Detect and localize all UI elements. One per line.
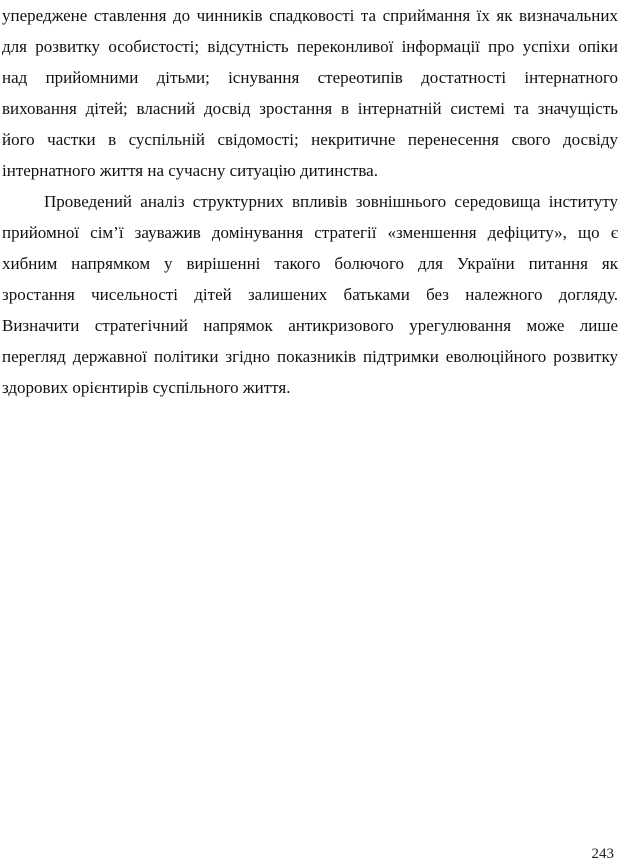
text-line: Визначити стратегічний напрямок антикризового урегулювання може лише [2,316,618,335]
body-text [2,0,618,403]
text-line: прийомної сім’ї зауважив домінування стратегії «зменшення дефіциту», що є [2,223,618,242]
text-line: над прийомними дітьми; існування стереотипів достатності інтернатного [2,68,618,87]
page-number: 243 [591,846,614,862]
text-line: зростання чисельності дітей залишених батьками без належного догляду. [2,285,618,304]
text-line: для розвитку особистості; відсутність переконливої інформації про успіхи опіки [2,37,618,56]
text-line: перегляд державної політики згідно показників підтримки еволюційного розвитку [2,347,618,366]
paragraph-2 [2,186,618,403]
text-line: виховання дітей; власний досвід зростання в інтернатній системі та значущість [2,99,618,118]
text-line: упереджене ставлення до чинників спадковості та сприймання їх як визначальних [2,6,618,25]
paragraph-1 [2,0,618,186]
text-line: Проведений аналіз структурних впливів зовнішнього середовища інституту [44,192,618,211]
text-line: здорових орієнтирів суспільного життя. [2,378,291,397]
text-line: інтернатного життя на сучасну ситуацію дитинства. [2,161,378,180]
text-line: його частки в суспільній свідомості; некритичне перенесення свого досвіду [2,130,618,149]
text-line: хибним напрямком у вирішенні такого болючого для України питання як [2,254,618,273]
